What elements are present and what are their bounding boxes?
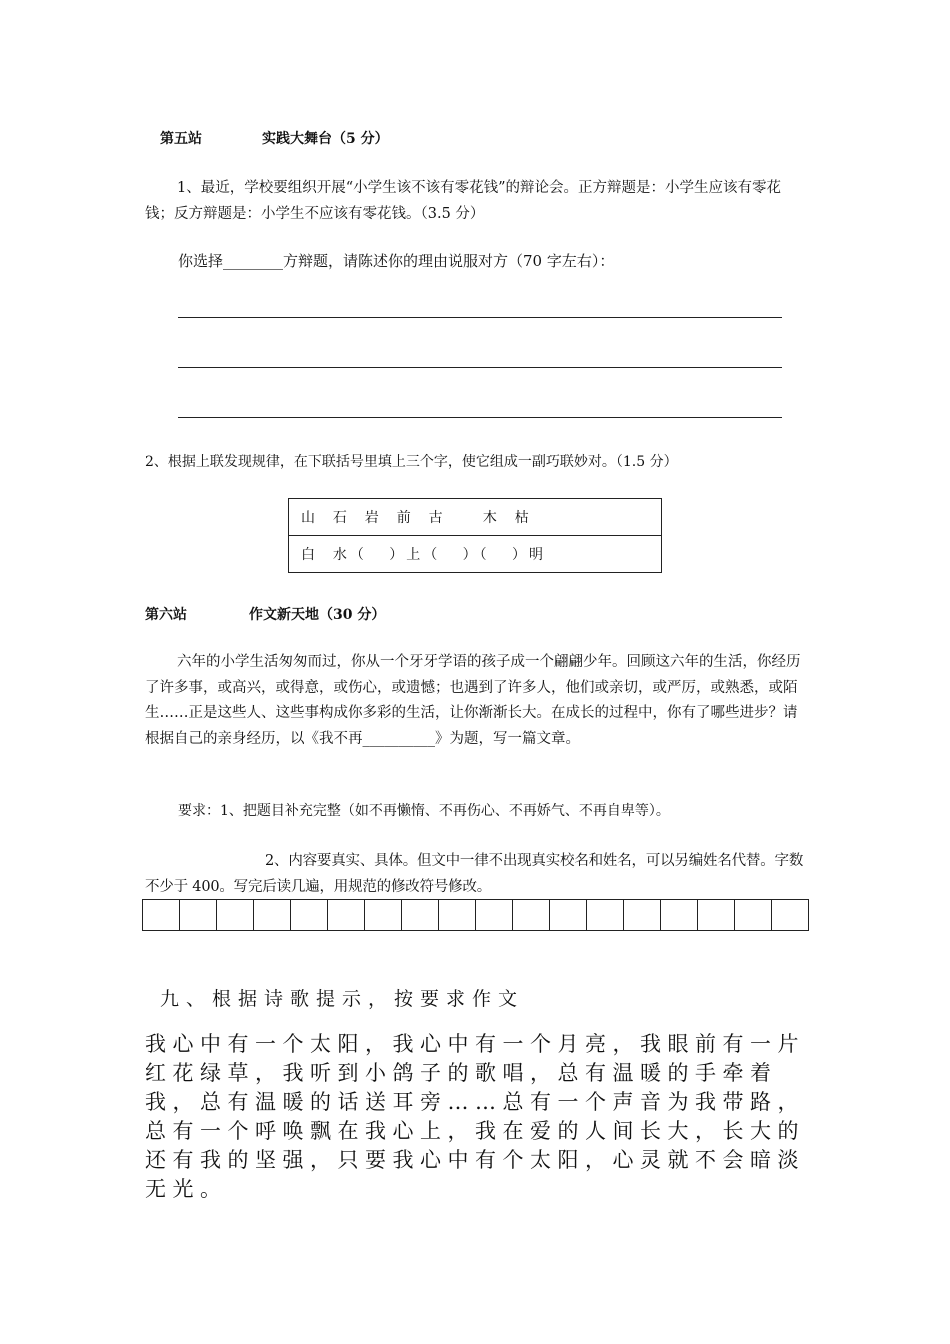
section6-title: 作文新天地（30 分） (249, 607, 386, 623)
answer-line-1[interactable] (178, 317, 782, 318)
q1-prompt: 你选择________方辩题，请陈述你的理由说服对方（70 字左右）： (178, 252, 615, 270)
writing-grid[interactable] (142, 899, 809, 931)
grid-cell[interactable] (328, 900, 365, 931)
grid-cell[interactable] (550, 900, 587, 931)
grid-cell[interactable] (217, 900, 254, 931)
q1-text: 1、最近，学校要组织开展“小学生该不该有零花钱”的辩论会。正方辩题是：小学生应该有零花钱；反方辩题是：小学生不应该有零花钱。（3.5 分） (145, 180, 782, 222)
requirement-2: 2、内容要真实、具体。但文中一律不出现真实校名和姓名，可以另编姓名代替。字数不少于 400。写完后读几遍，用规范的修改符号修改。 (145, 853, 804, 895)
couplet-upper: 山 石 岩 前 古 木 枯 (289, 499, 662, 536)
q2-text: 2、根据上联发现规律，在下联括号里填上三个字，使它组成一副巧联妙对。（1.5 分） (145, 454, 678, 470)
essay-prompt: 六年的小学生活匆匆而过，你从一个牙牙学语的孩子成一个翩翩少年。回顾这六年的生活，你经历了许多事，或高兴，或得意，或伤心，或遗憾；也遇到了许多人，他们或亲切，或严厉，或熟悉，或陌生……正是这些人、这些事构成你多彩的生活，让你渐渐长大。在成长的过程中，你有了哪些进步？请根据自己的亲身经历，以《我不再__________》为题，写一篇文章。 (145, 654, 801, 747)
grid-cell[interactable] (661, 900, 698, 931)
section5-title: 实践大舞台（5 分） (262, 131, 389, 147)
grid-cell[interactable] (180, 900, 217, 931)
grid-cell[interactable] (291, 900, 328, 931)
grid-cell[interactable] (402, 900, 439, 931)
section9-heading: 九、根据诗歌提示，按要求作文 (160, 988, 525, 1010)
grid-cell[interactable] (439, 900, 476, 931)
poem-text: 我心中有一个太阳，我心中有一个月亮，我眼前有一片红花绿草，我听到小鸽子的歌唱，总有温暖的手牵着我，总有温暖的话送耳旁……总有一个声音为我带路，总有一个呼唤飘在我心上，我在爱的人间长大，长大的还有我的坚强，只要我心中有个太阳，心灵就不会暗淡无光。 (145, 1032, 805, 1201)
grid-cell[interactable] (365, 900, 402, 931)
couplet-lower[interactable]: 白 水（ ）上（ ）（ ）明 (289, 536, 662, 573)
grid-cell[interactable] (772, 900, 809, 931)
grid-cell[interactable] (143, 900, 180, 931)
grid-cell[interactable] (476, 900, 513, 931)
answer-line-2[interactable] (178, 367, 782, 368)
requirement-1: 要求：1、把题目补充完整（如不再懒惰、不再伤心、不再娇气、不再自卑等）。 (178, 803, 670, 819)
answer-line-3[interactable] (178, 417, 782, 418)
grid-cell[interactable] (513, 900, 550, 931)
grid-cell[interactable] (587, 900, 624, 931)
grid-cell[interactable] (735, 900, 772, 931)
grid-cell[interactable] (624, 900, 661, 931)
grid-cell[interactable] (698, 900, 735, 931)
section6-station: 第六站 (145, 607, 187, 623)
couplet-table (288, 498, 662, 573)
section5-station: 第五站 (160, 131, 202, 147)
grid-cell[interactable] (254, 900, 291, 931)
